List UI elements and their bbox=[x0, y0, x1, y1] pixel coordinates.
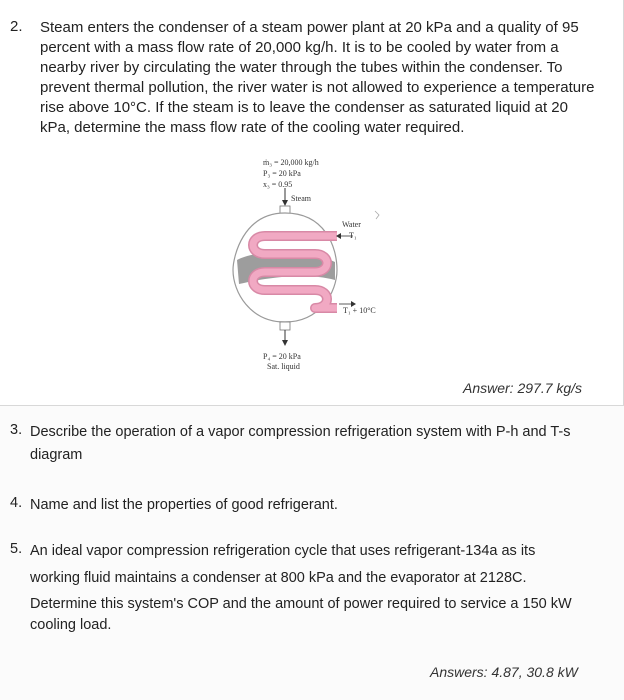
inlet-mass-flow-label: ṁ₃ = 20,000 kg/h bbox=[263, 158, 319, 167]
question-2-number: 2. bbox=[10, 18, 23, 35]
condenser-figure bbox=[225, 152, 385, 372]
condenser-diagram bbox=[225, 152, 385, 372]
question-5-line-3: Determine this system's COP and the amount of power required to service a 150 kW bbox=[30, 596, 572, 612]
question-3-line-2: diagram bbox=[30, 447, 83, 463]
inlet-quality-label: x₃ = 0.95 bbox=[263, 180, 293, 189]
question-3-line-1: Describe the operation of a vapor compression refrigeration system with P-h and T-s bbox=[30, 424, 571, 440]
question-2-answer: Answer: 297.7 kg/s bbox=[463, 380, 583, 396]
liquid-outlet-nozzle bbox=[280, 322, 290, 330]
question-4-number: 4. bbox=[10, 495, 23, 511]
outlet-state-label: Sat. liquid bbox=[267, 362, 300, 371]
water-inlet-temperature-label: T₁ bbox=[349, 231, 357, 240]
question-2-text: Steam enters the condenser of a steam power plant at 20 kPa and a quality of 95 percent with a mass flow rate of 20,000 kg/h. It is to be cooled by water from a nearby river by circulating the water through the tubes within the condenser. To prevent thermal pollution, the river water is not allowed to experience a temperature rise above 10°C. If the steam is to leave the condenser as saturated liquid at 20 kPa, determine the mass flow rate of the cooling water required. bbox=[40, 19, 595, 136]
shell-mark bbox=[375, 211, 379, 219]
question-5-answer: Answers: 4.87, 30.8 kW bbox=[430, 664, 578, 680]
question-5-line-4: cooling load. bbox=[30, 617, 112, 633]
inlet-pressure-label: P₃ = 20 kPa bbox=[263, 169, 301, 178]
outlet-pressure-label: P₄ = 20 kPa bbox=[263, 352, 301, 361]
water-label: Water bbox=[342, 220, 361, 229]
question-4-text: Name and list the properties of good refrigerant. bbox=[30, 497, 338, 513]
liquid-outlet-arrowhead bbox=[282, 340, 288, 346]
question-5-line-2: working fluid maintains a condenser at 800 kPa and the evaporator at 2128C. bbox=[30, 570, 527, 586]
steam-inlet-arrowhead bbox=[282, 200, 288, 206]
question-5-line-1: An ideal vapor compression refrigeration cycle that uses refrigerant-134a as its bbox=[30, 543, 536, 559]
water-outlet-arrowhead bbox=[351, 301, 356, 307]
question-3-number: 3. bbox=[10, 422, 23, 438]
steam-label: Steam bbox=[291, 194, 311, 203]
water-outlet-temperature-label: T₁ + 10°C bbox=[343, 306, 376, 315]
question-5-number: 5. bbox=[10, 541, 23, 557]
